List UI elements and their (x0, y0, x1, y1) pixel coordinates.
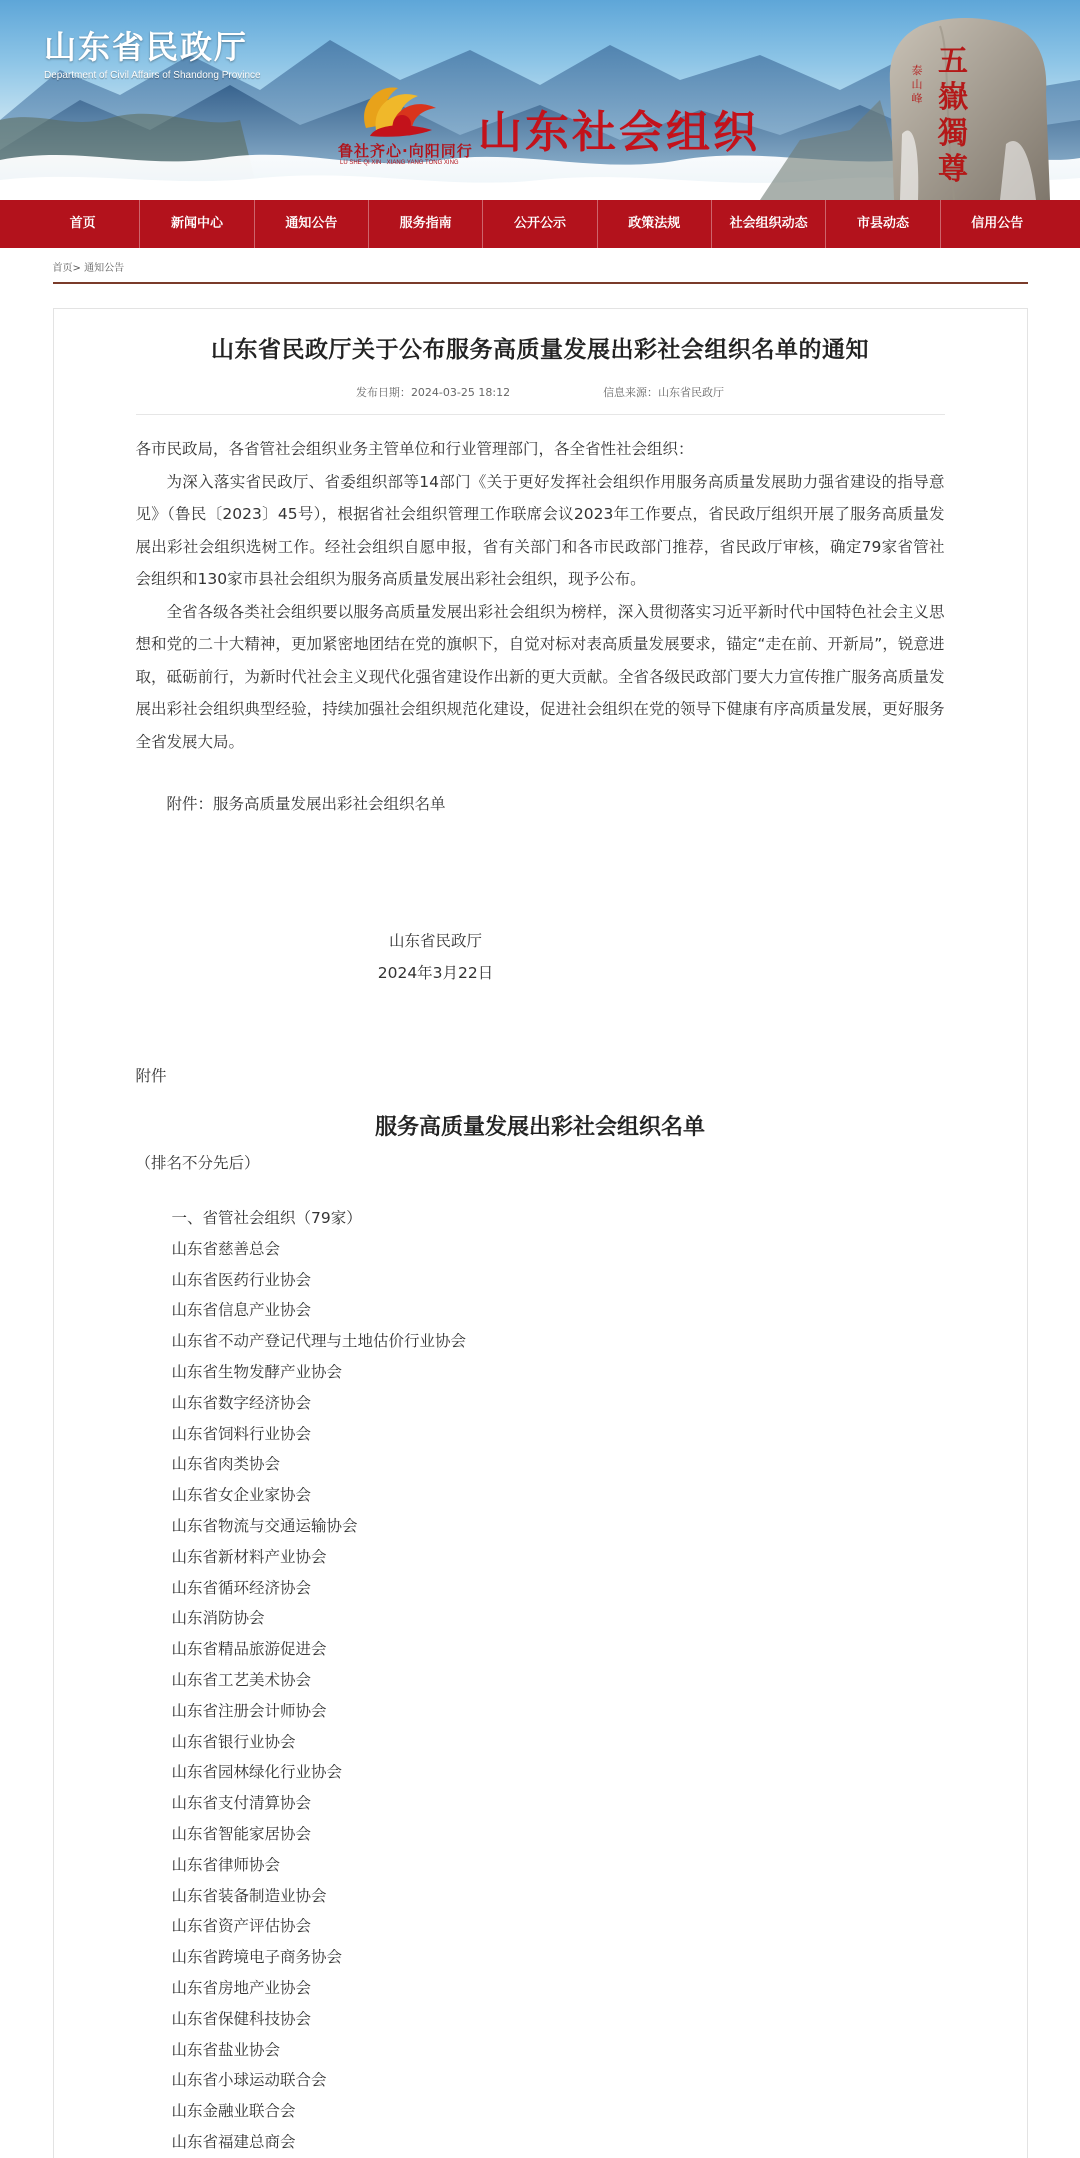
list-item: 山东省银行业协会 (171, 1732, 296, 1751)
nav-item-local-news[interactable]: 市县动态 (826, 200, 940, 248)
breadcrumb-current[interactable]: 通知公告 (84, 263, 125, 274)
list-item: 山东金融业联合会 (171, 2102, 296, 2121)
list-item: 山东省小球运动联合会 (171, 2071, 327, 2090)
list-title: 服务高质量发展出彩社会组织名单 (374, 1115, 705, 1140)
list-item: 山东省精品旅游促进会 (171, 1640, 327, 1659)
nav-item-credit[interactable]: 信用公告 (971, 216, 1024, 231)
list-item: 山东省不动产登记代理与土地估价行业协会 (171, 1332, 467, 1351)
list-item: 山东省装备制造业协会 (171, 1886, 327, 1905)
list-item: 山东省智能家居协会 (171, 1824, 312, 1843)
article-card (53, 308, 1028, 2158)
list-item: 山东省肉类协会 (171, 1455, 281, 1474)
list-section-heading: 一、省管社会组织（79家） (171, 1209, 362, 1227)
list-item: 山东省资产评估协会 (171, 1917, 312, 1936)
nav-item-home[interactable]: 首页 (26, 200, 140, 248)
list-item: 山东省园林绿化行业协会 (171, 1763, 343, 1782)
stele-char: 嶽 (938, 80, 968, 115)
list-item: 山东省慈善总会 (171, 1239, 281, 1258)
site-banner (0, 0, 1080, 200)
attachment-label: 附件 (135, 1066, 167, 1085)
list-item: 山东省支付清算协会 (171, 1794, 312, 1813)
dept-name-cn: 山东省民政厅 (44, 28, 249, 66)
org-list (136, 1203, 945, 2158)
meta-divider (136, 414, 945, 415)
source: 山东省民政厅 (658, 386, 725, 399)
list-item: 山东省注册会计师协会 (171, 1701, 327, 1720)
breadcrumb-separator: > (72, 263, 81, 274)
article-title: 山东省民政厅关于公布服务高质量发展出彩社会组织名单的通知 (211, 337, 869, 363)
stele-char: 五 (938, 44, 968, 79)
taishan-stele (880, 14, 1055, 200)
stele-char: 獨 (938, 116, 968, 151)
breadcrumb-divider (53, 282, 1028, 284)
paragraph: 为深入落实省民政厅、省委组织部等14部门《关于更好发挥社会组织作用服务高质量发展助力强省建设的指导意见》（鲁民〔2023〕45号），根据省社会组织管理工作联席会议2023年工作要点，省民政厅组织开展了服务高质量发展出彩社会组织选树工作。经社会组织自愿申报，省有关部门和各市民政部门推荐，省民政厅审核，确定79家省管社会组织和130家市县社会组织为服务高质量发展出彩社会组织，现予公布。 (135, 472, 945, 588)
attachment-link[interactable]: 附件：服务高质量发展出彩社会组织名单 (166, 795, 446, 813)
main-nav (0, 200, 1080, 248)
article-meta (136, 384, 945, 400)
stele-inscription (934, 44, 972, 188)
list-item: 山东省新材料产业协会 (171, 1547, 327, 1566)
list-item: 山东省工艺美术协会 (171, 1670, 312, 1689)
article-body (136, 433, 945, 2158)
nav-item-news[interactable]: 新闻中心 (140, 200, 254, 248)
breadcrumb (53, 262, 1028, 282)
dept-name-en: Department of Civil Affairs of Shandong Province (44, 70, 261, 81)
nav-item-org-news[interactable]: 社会组织动态 (712, 200, 826, 248)
list-item: 山东省物流与交通运输协会 (171, 1516, 358, 1535)
nav-item-public-notice[interactable]: 公开公示 (483, 200, 597, 248)
publish-date: 2024-03-25 18:12 (410, 386, 511, 399)
stele-char: 尊 (938, 152, 968, 187)
signature-date: 2024年3月22日 (377, 964, 494, 982)
stele-small-inscription: 泰山峰 (911, 64, 923, 105)
list-item: 山东省福建总商会 (171, 2132, 296, 2151)
paragraph: 全省各级各类社会组织要以服务高质量发展出彩社会组织为榜样，深入贯彻落实习近平新时代中国特色社会主义思想和党的二十大精神，更加紧密地团结在党的旗帜下，自觉对标对表高质量发展要求，锚定“走在前、开新局”，锐意进取，砥砺前行，为新时代社会主义现代化强省建设作出新的更大贡献。全省各级民政部门要大力宣传推广服务高质量发展出彩社会组织典型经验，持续加强社会组织规范化建设，促进社会组织在党的领导下健康有序高质量发展，更好服务全省发展大局。 (135, 602, 945, 751)
list-subtitle: （排名不分先后） (135, 1153, 260, 1172)
list-item: 山东省律师协会 (171, 1855, 281, 1874)
source-label: 信息来源： (603, 386, 659, 399)
list-item: 山东省房地产业协会 (171, 1978, 312, 1997)
signature-org: 山东省民政厅 (388, 931, 482, 950)
site-title: 山东社会组织 (478, 107, 760, 158)
list-item: 山东省跨境电子商务协会 (171, 1948, 343, 1967)
site-slogan: 鲁社齐心·向阳同行 (338, 142, 473, 160)
signature-block (136, 925, 791, 990)
list-item: 山东消防协会 (171, 1609, 265, 1628)
list-item: 山东省医药行业协会 (171, 1270, 312, 1289)
publish-date-label: 发布日期： (355, 386, 411, 399)
site-brand[interactable] (336, 66, 760, 176)
salutation: 各市民政局，各省管社会组织业务主管单位和行业管理部门，各全省性社会组织： (135, 440, 694, 458)
list-item: 山东省盐业协会 (171, 2040, 281, 2059)
list-item: 山东省女企业家协会 (171, 1486, 312, 1505)
nav-item-service-guide[interactable]: 服务指南 (369, 200, 483, 248)
nav-item-notices[interactable]: 通知公告 (255, 200, 369, 248)
list-item: 山东省生物发酵产业协会 (171, 1362, 343, 1381)
list-item: 山东省信息产业协会 (171, 1301, 312, 1320)
dept-logo[interactable] (44, 22, 261, 81)
nav-item-policies[interactable]: 政策法规 (598, 200, 712, 248)
list-item: 山东省循环经济协会 (171, 1578, 312, 1597)
list-item: 山东省数字经济协会 (171, 1393, 312, 1412)
list-item: 山东省饲料行业协会 (171, 1424, 312, 1443)
site-slogan-en: LU SHE QI XIN · XIANG YANG TONG XING (340, 160, 459, 166)
list-item: 山东省保健科技协会 (171, 2009, 312, 2028)
breadcrumb-home[interactable]: 首页 (52, 263, 73, 274)
